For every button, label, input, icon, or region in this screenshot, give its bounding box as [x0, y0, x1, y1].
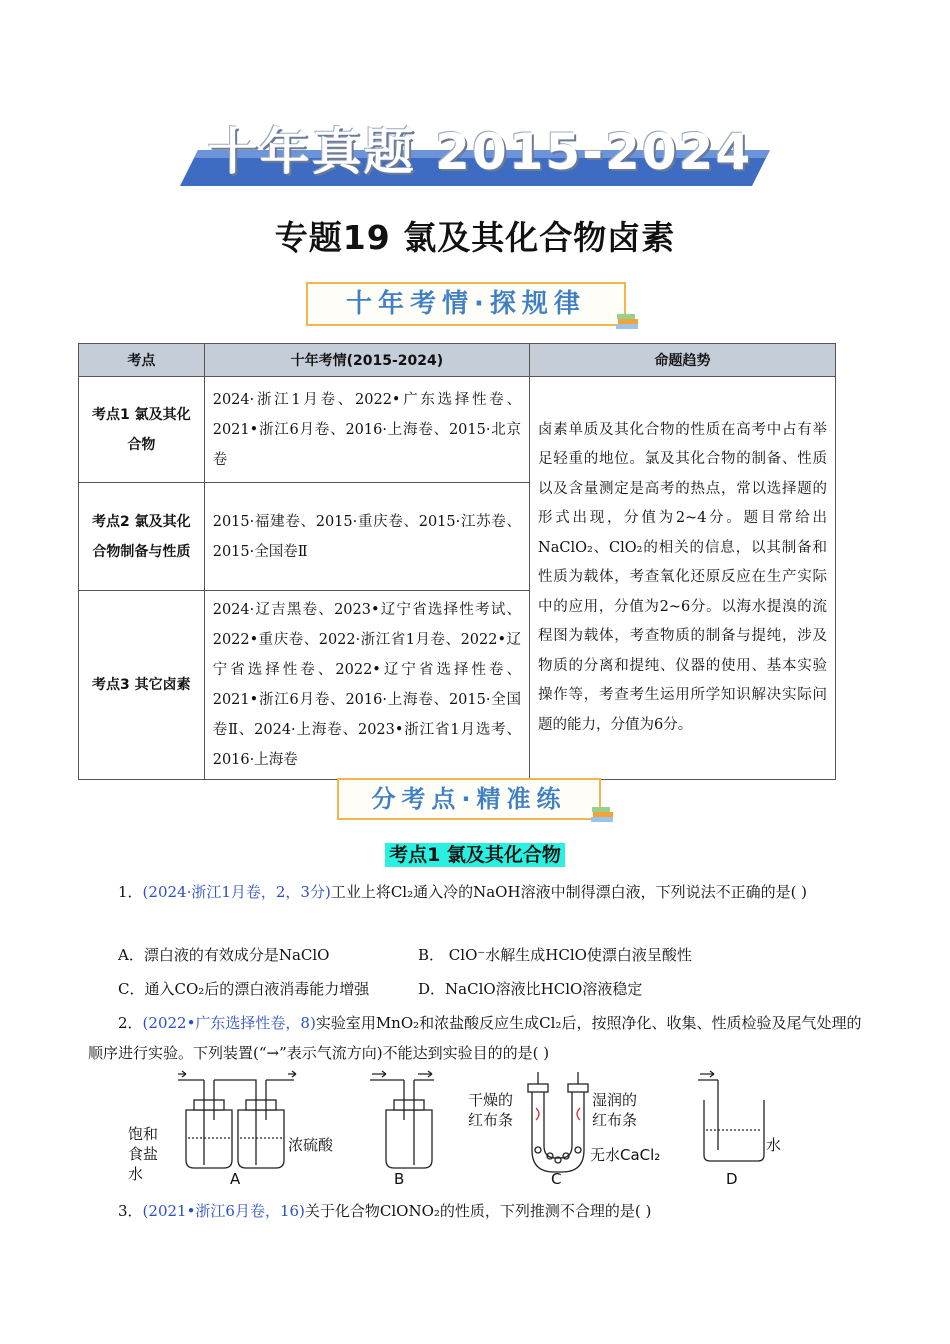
kaodian-cell: 考点3 其它卤素	[79, 591, 205, 780]
option-d: D．NaClO溶液比HClO溶液稳定	[418, 980, 643, 998]
years-cell: 2015·福建卷、2015·重庆卷、2015·江苏卷、2015·全国卷Ⅱ	[204, 483, 529, 591]
kaodian-cell: 考点2 氯及其化合物制备与性质	[79, 483, 205, 591]
option-b: B． ClO⁻水解生成HClO使漂白液呈酸性	[418, 946, 692, 964]
table-header-row	[79, 344, 836, 377]
section-header-practice: 分考点·精准练	[337, 778, 601, 820]
banner-title: 十年真题 2015-2024	[207, 123, 753, 181]
books-icon	[614, 310, 640, 332]
apparatus-b	[370, 1071, 434, 1168]
question-source: (2022•广东选择性卷，8)	[142, 1014, 316, 1032]
label-water: 水	[766, 1136, 782, 1154]
caption-c: C	[551, 1170, 562, 1188]
label-conc-sulfuric-acid: 浓硫酸	[288, 1136, 334, 1154]
question-stem: 实验室用MnO₂和浓盐酸反应生成Cl₂后，按照净化、收集、性质检验及尾气处理的顺序进行实验。下列装置(“→”表示气流方向)不能达到实验目的的是( )	[88, 1014, 862, 1062]
question-number: 2．	[118, 1014, 143, 1032]
caption-a: A	[230, 1170, 241, 1188]
header-kaodian: 考点	[79, 344, 205, 377]
label-saturated-brine: 饱和食盐水	[128, 1125, 159, 1183]
section-header-trends: 十年考情·探规律	[306, 282, 626, 326]
books-icon	[589, 803, 615, 825]
caption-b: B	[394, 1170, 405, 1188]
header-years: 十年考情(2015-2024)	[204, 344, 529, 377]
exam-trend-table	[78, 343, 836, 780]
question-stem: 工业上将Cl₂通入冷的NaOH溶液中制得漂白液，下列说法不正确的是( )	[330, 883, 808, 901]
label-anhydrous-cacl2: 无水CaCl₂	[590, 1146, 661, 1164]
question-2	[88, 1008, 862, 1068]
kaodian-cell: 考点1 氯及其化合物	[79, 377, 205, 483]
kaodian-heading: 考点1 氯及其化合物	[0, 840, 950, 867]
question-number: 1．	[118, 883, 143, 901]
years-cell: 2024·辽吉黑卷、2023•辽宁省选择性考试、2022•重庆卷、2022·浙江省1月卷、2022•辽宁省选择性卷、2022•辽宁省选择性卷、2021•浙江6月卷、2016·上海卷、2015·全国卷Ⅱ、2024·上海卷、2023•浙江省1月选考、2016·上海卷	[204, 591, 529, 780]
table-row	[79, 377, 836, 483]
question-3	[88, 1196, 862, 1226]
question-source: (2021•浙江6月卷，16)	[142, 1202, 305, 1220]
label-wet-red-cloth: 湿润的红布条	[592, 1091, 638, 1129]
apparatus-diagram	[118, 1070, 798, 1190]
header-trend: 命题趋势	[530, 344, 836, 377]
question-number: 3．	[118, 1202, 143, 1220]
apparatus-a	[178, 1071, 296, 1168]
years-cell: 2024·浙江1月卷、2022•广东选择性卷、2021•浙江6月卷、2016·上海卷、2015·北京卷	[204, 377, 529, 483]
apparatus-c	[528, 1072, 588, 1172]
question-stem: 关于化合物ClONO₂的性质，下列推测不合理的是( )	[304, 1202, 652, 1220]
question-1	[88, 877, 862, 907]
question-source: (2024·浙江1月卷，2，3分)	[142, 883, 331, 901]
option-a: A．漂白液的有效成分是NaClO	[118, 946, 330, 964]
document-title: 专题19 氯及其化合物卤素	[274, 218, 676, 257]
option-c: C．通入CO₂后的漂白液消毒能力增强	[118, 980, 370, 998]
label-dry-red-cloth: 干燥的红布条	[468, 1091, 514, 1129]
trend-cell: 卤素单质及其化合物的性质在高考中占有举足轻重的地位。氯及其化合物的制备、性质以及含量测定是高考的热点，常以选择题的形式出现，分值为2~4分。题目常给出NaClO₂、ClO₂的相关的信息，以其制备和性质为载体，考查氧化还原反应在生产实际中的应用，分值为2~6分。以海水提溴的流程图为载体，考查物质的制备与提纯，涉及物质的分离和提纯、仪器的使用、基本实验操作等，考查考生运用所学知识解决实际问题的能力，分值为6分。	[530, 377, 836, 780]
apparatus-d	[698, 1071, 764, 1161]
caption-d: D	[726, 1170, 738, 1188]
